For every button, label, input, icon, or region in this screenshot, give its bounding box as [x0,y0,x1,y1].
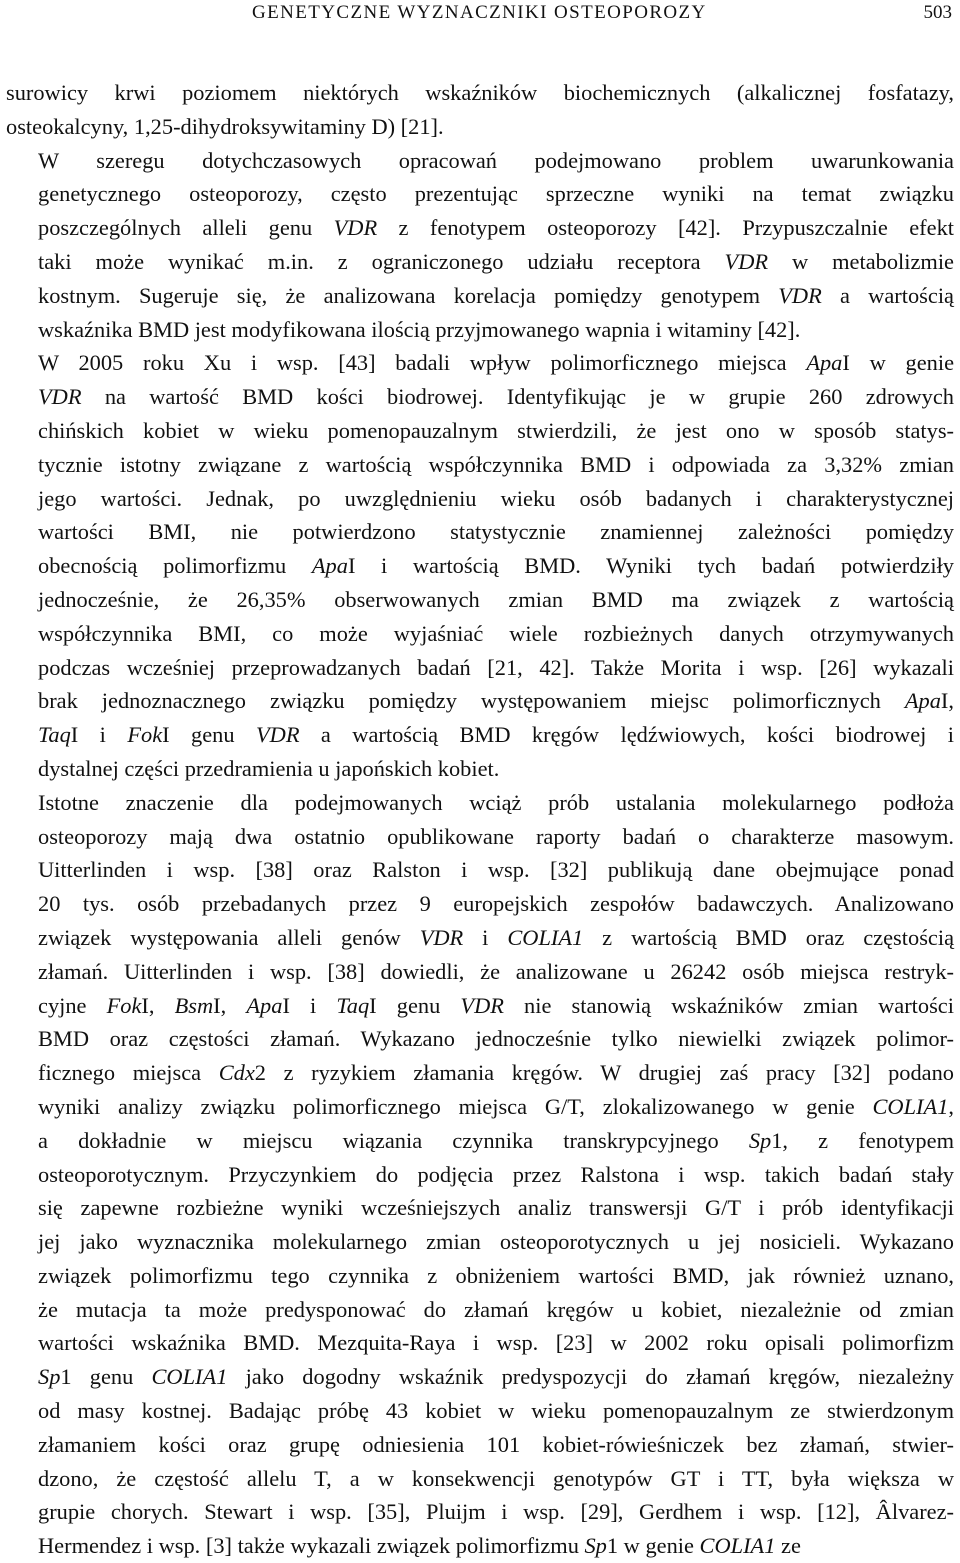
paragraph [6,346,954,785]
text-line: BMD oraz częstości złamań. Wykazano jednocześnie tylko niewielki związek polimor- [38,1026,954,1052]
text-line: wartości wskaźnika BMD. Mezquita-Raya i wsp. [23] w 2002 roku opisali polimorfizm [38,1330,954,1356]
text-line: jej jako wyznacznika molekularnego zmian osteoporotycznych u jej nosicieli. Wykazano [38,1229,954,1255]
text-line: że mutacja ta może predysponować do złamań kręgów u kobiet, niezależnie od zmian [38,1296,954,1322]
text-line: podczas wcześniej przeprowadzanych badań [21, 42]. Także Morita i wsp. [26] wykazali [38,654,954,680]
text-line: obecnością polimorfizmu ApaI i wartością BMD. Wyniki tych badań potwierdziły [38,553,954,579]
paragraph [6,144,954,347]
text-line: się zapewne rozbieżne wyniki wcześniejszych analiz transwersji G/T i prób identyfikacji [38,1195,954,1221]
text-line: ficznego miejsca Cdx2 z ryzykiem złamania kręgów. W drugiej zaś pracy [32] podano [38,1060,954,1086]
text-line: Istotne znaczenie dla podejmowanych wciąż prób ustalania molekularnego podłoża [38,789,954,815]
text-line: wyniki analizy związku polimorficznego miejsca G/T, zlokalizowanego w genie COLIA1, [38,1093,954,1119]
text-line: TaqI i FokI genu VDR a wartością BMD kręgów lędźwiowych, kości biodrowej i [38,722,954,748]
text-line: współczynnika BMI, co może wyjaśniać wiele rozbieżnych danych otrzymywanych [38,620,954,646]
text-line: chińskich kobiet w wieku pomenopauzalnym stwierdzili, że jest ono w sposób statys- [38,417,954,443]
article-body [6,76,954,1563]
running-title: GENETYCZNE WYZNACZNIKI OSTEOPOROZY [252,2,707,23]
text-line: grupie chorych. Stewart i wsp. [35], Pluijm i wsp. [29], Gerdhem i wsp. [12], Âlvarez- [38,1499,954,1525]
text-line: W 2005 roku Xu i wsp. [43] badali wpływ polimorficznego miejsca ApaI w genie [38,350,955,376]
text-line: osteokalcyny, 1,25-dihydroksywitaminy D) [21]. [6,113,444,139]
text-line: 20 tys. osób przebadanych przez 9 europejskich zespołów badawczych. Analizowano [38,891,954,917]
page-number: 503 [923,2,952,23]
text-line: taki może wynikać m.in. z ograniczonego udziału receptora VDR w metabolizmie [38,248,954,274]
text-line: Sp1 genu COLIA1 jako dogodny wskaźnik predyspozycji do złamań kręgów, niezależny [38,1364,954,1390]
text-line: Uitterlinden i wsp. [38] oraz Ralston i wsp. [32] publikują dane obejmujące ponad [38,857,954,883]
text-line: osteoporozy mają dwa ostatnio opublikowane raporty badań o charakterze masowym. [38,823,954,849]
text-line: W szeregu dotychczasowych opracowań podejmowano problem uwarunkowania [38,147,954,173]
text-line: złamań. Uitterlinden i wsp. [38] dowiedli, że analizowane u 26242 osób miejsca restryk- [38,958,954,984]
text-line: genetycznego osteoporozy, często prezentując sprzeczne wyniki na temat związku [38,181,954,207]
text-line: od masy kostnej. Badając próbę 43 kobiet w wieku pomenopauzalnym ze stwierdzonym [38,1398,954,1424]
text-line: poszczególnych alleli genu VDR z fenotypem osteoporozy [42]. Przypuszczalnie efekt [38,215,954,241]
text-line: związek polimorfizmu tego czynnika z obniżeniem wartości BMD, jak również uznano, [38,1262,954,1288]
text-line: wartości BMI, nie potwierdzono statystycznie znamiennej zależności pomiędzy [38,519,954,545]
text-line: kostnym. Sugeruje się, że analizowana korelacja pomiędzy genotypem VDR a wartością [38,282,954,308]
text-line: VDR na wartość BMD kości biodrowej. Identyfikując je w grupie 260 zdrowych [38,384,954,410]
text-line: złamaniem kości oraz grupę odniesienia 101 kobiet-rówieśniczek bez złamań, stwier- [38,1431,954,1457]
text-line: jednocześnie, że 26,35% obserwowanych zmian BMD ma związek z wartością [38,586,954,612]
text-line: tycznie istotny związane z wartością współczynnika BMD i odpowiada za 3,32% zmian [38,451,954,477]
text-line: Hermendez i wsp. [3] także wykazali związek polimorfizmu Sp1 w genie COLIA1 ze [38,1533,801,1559]
text-line: jego wartości. Jednak, po uwzględnieniu wieku osób badanych i charakterystycznej [38,485,954,511]
running-header [0,0,960,30]
text-line: a dokładnie w miejscu wiązania czynnika transkrypcyjnego Sp1, z fenotypem [38,1127,954,1153]
text-line: brak jednoznacznego związku pomiędzy występowaniem miejsc polimorficznych ApaI, [38,688,954,714]
text-line: dzono, że częstość allelu T, a w konsekwencji genotypów GT i TT, była większa w [38,1465,954,1491]
text-line: związek występowania alleli genów VDR i COLIA1 z wartością BMD oraz częstością [38,924,955,950]
paragraph [6,76,954,144]
text-line: surowicy krwi poziomem niektórych wskaźników biochemicznych (alkalicznej fosfatazy, [6,80,954,105]
paragraph [6,786,954,1563]
text-line: osteoporotycznym. Przyczynkiem do podjęcia przez Ralstona i wsp. takich badań stały [38,1161,954,1187]
text-line: wskaźnika BMD jest modyfikowana ilością przyjmowanego wapnia i witaminy [42]. [38,316,801,342]
text-line: cyjne FokI, BsmI, ApaI i TaqI genu VDR nie stanowią wskaźników zmian wartości [38,992,954,1018]
text-line: dystalnej części przedramienia u japońskich kobiet. [38,755,500,781]
